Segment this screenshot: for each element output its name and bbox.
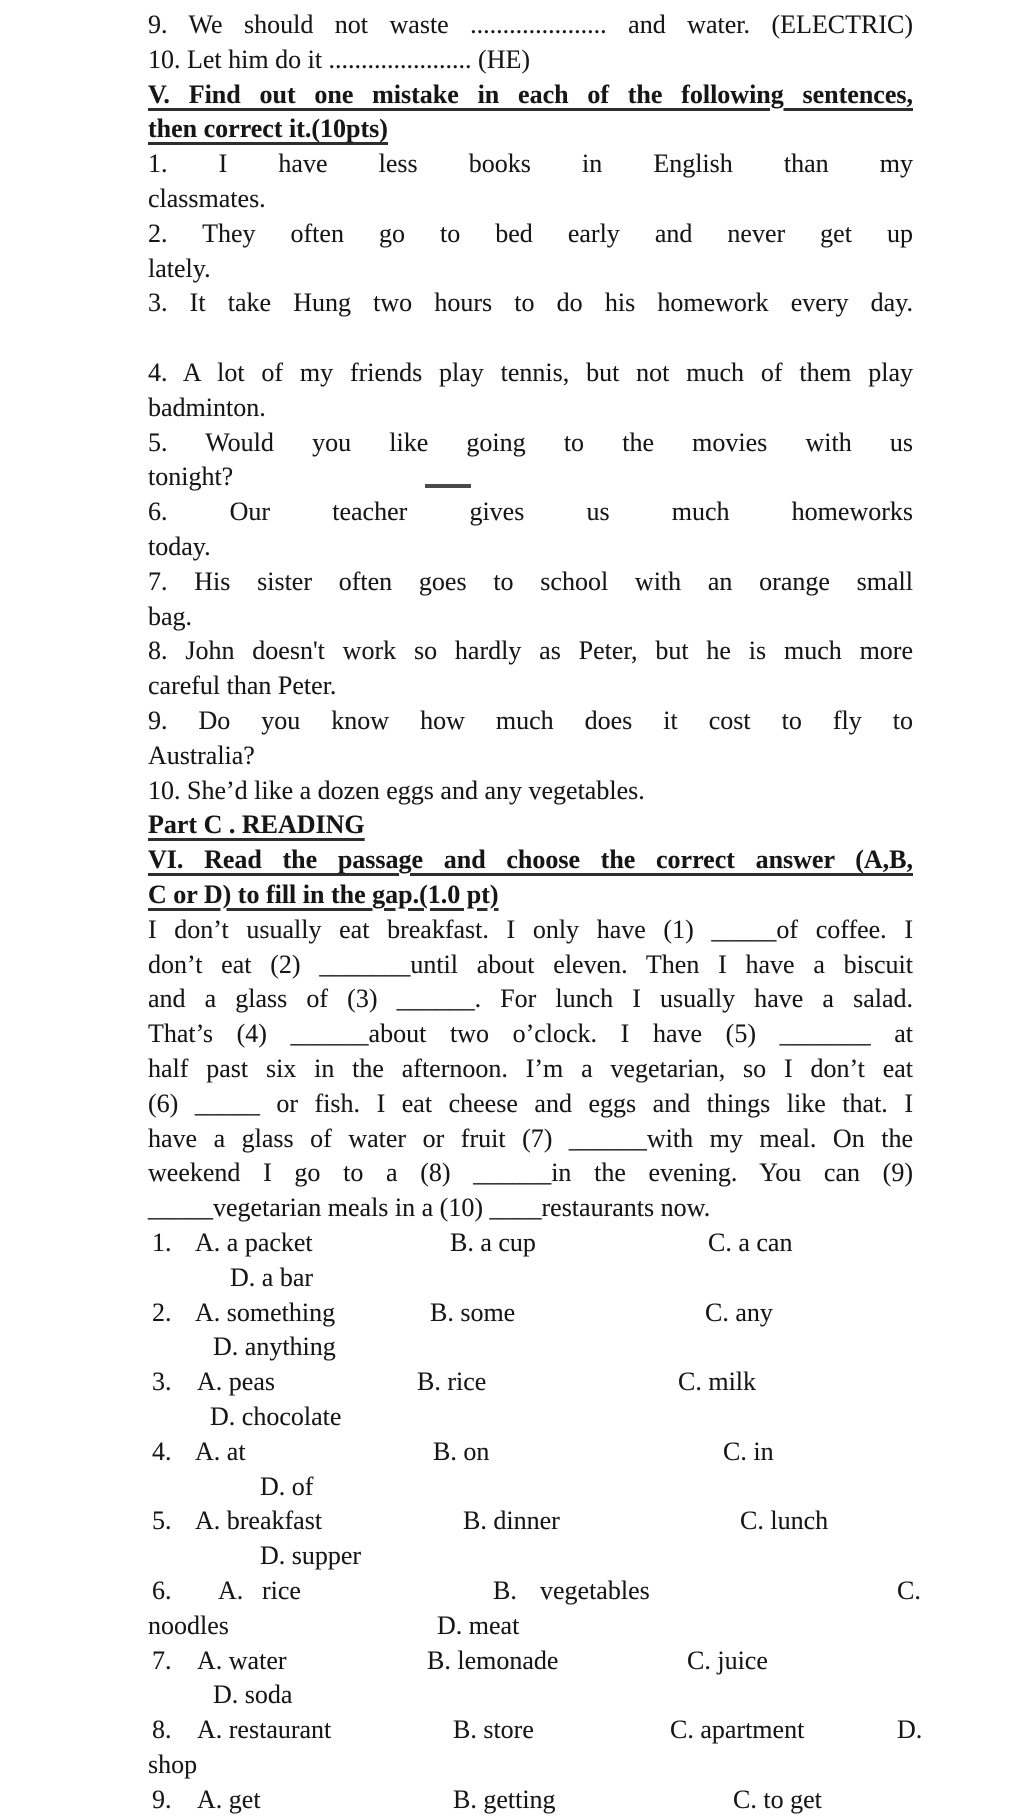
passage-line: don’t eat (2) _______until about eleven. Then I have a biscuit [148,949,913,979]
mc-option-row [0,1748,1024,1783]
option-segment: A. breakfast [195,1506,323,1536]
option-segment: D. anything [213,1332,336,1362]
passage-line: weekend I go to a (8) ______in the evening. You can (9) [148,1158,913,1188]
option-segment: A. [218,1576,244,1605]
passage-line: _____vegetarian meals in a (10) ____restaurants now. [148,1193,711,1223]
exercise-item: 10. Let him do it ...................... (HE) [148,44,531,74]
option-segment: shop [148,1750,198,1779]
option-segment: D. chocolate [210,1402,342,1431]
option-segment: B. dinner [463,1506,560,1536]
mc-option-row [0,1783,1024,1818]
option-segment: A. get [197,1784,261,1814]
option-segment: B. rice [417,1367,487,1397]
option-segment: D. meat [437,1610,520,1640]
option-segment: C. lunch [740,1506,829,1536]
mc-option-row [0,1226,1024,1261]
option-segment: B. [493,1576,517,1605]
option-segment: 4. [152,1436,172,1466]
option-segment: C. apartment [670,1715,805,1745]
exercise-item: 8. John doesn't work so hardly as Peter, but he is much more [148,636,913,666]
passage-line: have a glass of water or fruit (7) ______with my meal. On the [148,1123,913,1153]
option-segment: noodles [148,1610,229,1640]
option-segment: B. some [430,1297,516,1327]
option-segment: 3. [152,1367,172,1397]
mc-option-row [0,1678,1024,1713]
option-segment: D. supper [260,1541,362,1571]
passage-line: I don’t usually eat breakfast. I only have (1) _____of coffee. I [148,914,913,944]
mc-option-row [0,1261,1024,1296]
exercise-item-continuation: classmates. [148,184,266,213]
option-segment: vegetables [540,1576,650,1605]
option-segment: A. restaurant [197,1715,332,1745]
option-segment: 7. [152,1645,172,1675]
option-segment: A. peas [197,1367,275,1397]
option-segment: C. to get [733,1784,822,1814]
mc-option-row [0,1470,1024,1505]
option-segment: B. getting [453,1784,556,1814]
option-segment: D. a bar [230,1262,314,1292]
option-segment: 9. [152,1784,172,1814]
option-segment: B. store [453,1715,534,1745]
mc-option-row [0,1330,1024,1365]
section-heading: V. Find out one mistake in each of the following sentences, [148,79,913,109]
exercise-item-continuation: Australia? [148,740,255,770]
option-segment: D. of [260,1471,314,1501]
option-segment: A. at [195,1436,246,1466]
option-segment: 6. [152,1576,172,1605]
correction-mark-overline [425,484,471,488]
option-segment: A. a packet [195,1228,313,1257]
exercise-item: 10. She’d like a dozen eggs and any vegetables. [148,775,645,805]
exercise-item: 3. It take Hung two hours to do his homework every day. [148,288,913,318]
exercise-item-continuation: careful than Peter. [148,671,337,701]
passage-line: That’s (4) ______about two o’clock. I have (5) _______ at [148,1019,913,1049]
exercise-item: 5. Would you like going to the movies with us [148,427,913,457]
exercise-item: 2. They often go to bed early and never get up [148,218,913,248]
section-heading: C or D) to fill in the gap.(1.0 pt) [148,880,499,909]
exercise-item-continuation: tonight? [148,462,234,492]
mc-option-row [0,1713,1024,1748]
exercise-item-continuation: bag. [148,601,193,631]
exercise-item: 9. We should not waste ..................... and water. (ELECTRIC) [148,10,913,39]
exercise-item: 9. Do you know how much does it cost to fly to [148,706,913,735]
exercise-item: 7. His sister often goes to school with an orange small [148,566,913,596]
exercise-item: 6. Our teacher gives us much homeworks [148,497,913,527]
exercise-item-continuation: lately. [148,253,211,283]
mc-option-row [0,1574,1024,1609]
mc-option-row [0,1365,1024,1400]
option-segment: A. water [197,1645,287,1675]
option-segment: 8. [152,1715,172,1745]
mc-option-row [0,1296,1024,1331]
mc-option-row [0,1400,1024,1435]
passage-line: (6) _____ or fish. I eat cheese and eggs and things like that. I [148,1088,913,1118]
option-segment: C. juice [687,1645,768,1675]
exercise-item-continuation: badminton. [148,392,266,422]
exercise-item-continuation: today. [148,532,211,561]
mc-option-row [0,1539,1024,1574]
mc-option-row [0,1644,1024,1679]
section-heading: VI. Read the passage and choose the correct answer (A,B, [148,845,913,875]
option-segment: 1. [152,1228,172,1257]
option-segment: 2. [152,1297,172,1327]
option-segment: C. in [723,1436,774,1466]
exercise-item: 4. A lot of my friends play tennis, but not much of them play [148,358,913,387]
passage-line: and a glass of (3) ______. For lunch I usually have a salad. [148,984,913,1014]
option-segment: C. a can [708,1228,793,1257]
option-segment: A. something [195,1297,336,1327]
option-segment: 5. [152,1506,172,1536]
mc-option-row [0,1609,1024,1644]
section-heading: then correct it.(10pts) [148,114,388,144]
mc-option-row [0,1435,1024,1470]
option-segment: D. [897,1715,923,1745]
option-segment: D. soda [213,1680,293,1710]
mc-option-row [0,1504,1024,1539]
option-segment: C. [897,1576,921,1605]
option-segment: B. on [433,1436,490,1466]
option-segment: B. lemonade [427,1645,559,1675]
option-segment: C. any [705,1297,773,1327]
section-heading: Part C . READING [148,810,365,840]
exercise-item: 1. I have less books in English than my [148,149,913,179]
option-segment: B. a cup [450,1228,536,1257]
passage-line: half past six in the afternoon. I’m a vegetarian, so I don’t eat [148,1054,913,1083]
option-segment: C. milk [678,1367,757,1397]
option-segment: rice [262,1576,301,1605]
